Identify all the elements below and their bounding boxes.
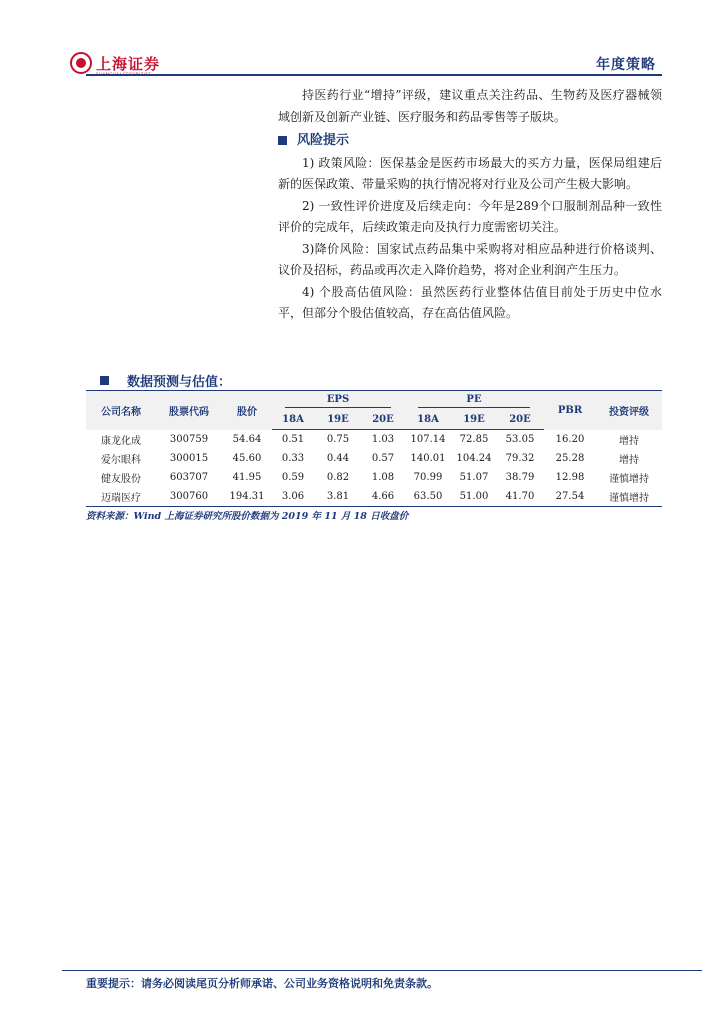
cell-pe: 140.01 <box>410 453 446 464</box>
cell-pe: 51.00 <box>452 487 496 507</box>
table-source-note: 资料来源：Wind 上海证券研究所股价数据为 2019 年 11 月 18 日收盘价 <box>86 511 409 522</box>
cell-eps: 1.03 <box>371 434 395 445</box>
cell-rating: 增持 <box>619 455 639 466</box>
header-company: 公司名称 <box>86 391 156 430</box>
report-type: 年度策略 <box>596 57 656 73</box>
cell-eps: 0.59 <box>281 472 305 483</box>
table-row <box>86 430 662 450</box>
risk-title-text: 风险提示 <box>297 133 350 148</box>
cell-rating: 谨慎增持 <box>609 474 649 485</box>
cell-pe: 53.05 <box>505 434 535 445</box>
cell-pbr: 27.54 <box>544 487 596 507</box>
valuation-table <box>86 390 662 507</box>
cell-rating: 增持 <box>619 435 639 447</box>
header-year: 18A <box>272 410 314 430</box>
cell-eps: 0.57 <box>371 453 395 464</box>
cell-eps: 4.66 <box>362 487 404 507</box>
table-row <box>86 468 662 487</box>
cell-code: 603707 <box>169 472 209 483</box>
cell-price: 41.95 <box>232 472 262 483</box>
cell-pbr: 25.28 <box>555 453 585 464</box>
header-eps-label: EPS <box>326 393 350 405</box>
header-pe-label: PE <box>466 393 482 405</box>
cell-pe: 72.85 <box>459 434 489 445</box>
cell-pbr: 12.98 <box>555 472 585 483</box>
body-content <box>278 85 662 325</box>
table-row <box>86 487 662 507</box>
cell-pe: 70.99 <box>413 472 443 483</box>
footer-divider <box>62 970 702 971</box>
bullet-square-icon <box>278 136 287 145</box>
logo-emblem-icon <box>70 52 92 74</box>
cell-price: 45.60 <box>232 453 262 464</box>
header-year: 20E <box>496 410 544 430</box>
cell-code: 300759 <box>169 433 209 445</box>
cell-company: 健友股份 <box>101 474 141 485</box>
header-year: 20E <box>362 410 404 430</box>
cell-pe: 79.32 <box>505 453 535 464</box>
header-year: 19E <box>452 410 496 430</box>
header-year: 18A <box>404 410 452 430</box>
cell-company: 康龙化成 <box>101 435 141 447</box>
cell-pe: 104.24 <box>456 453 492 464</box>
header-eps <box>272 391 404 411</box>
cell-pe: 41.70 <box>496 487 544 507</box>
cell-eps: 3.81 <box>314 487 362 507</box>
cell-eps: 0.44 <box>326 453 350 464</box>
header-price: 股价 <box>222 391 272 430</box>
cell-eps: 3.06 <box>272 487 314 507</box>
cell-rating: 谨慎增持 <box>596 487 662 507</box>
cell-pe: 107.14 <box>410 434 446 445</box>
cell-eps: 0.33 <box>281 453 305 464</box>
cell-price: 194.31 <box>222 487 272 507</box>
risk-item: 2) 一致性评价进度及后续走向：今年是289个口服制剂品种一致性评价的完成年，后续政策走向及执行力度需密切关注。 <box>278 198 662 234</box>
table-row <box>86 449 662 468</box>
cell-eps: 0.75 <box>326 434 350 445</box>
header-code: 股票代码 <box>156 391 222 430</box>
cell-eps: 0.51 <box>281 434 305 445</box>
cell-eps: 1.08 <box>371 472 395 483</box>
header-rating: 投资评级 <box>596 391 662 430</box>
header-pbr: PBR <box>544 391 596 430</box>
table-title <box>100 371 231 390</box>
header-pe <box>404 391 544 411</box>
cell-pe: 38.79 <box>505 472 535 483</box>
footer-notice: 重要提示：请务必阅读尾页分析师承诺、公司业务资格说明和免责条款。 <box>86 977 438 990</box>
cell-code: 300760 <box>156 487 222 507</box>
logo-text: 上海证券 <box>96 54 161 73</box>
intro-paragraph: 持医药行业“增持”评级，建议重点关注药品、生物药及医疗器械领域创新及创新产业链、医疗服务和药品零售等子版块。 <box>278 88 662 124</box>
risk-section-title <box>278 130 662 152</box>
cell-company: 爱尔眼科 <box>101 455 141 466</box>
cell-pe: 63.50 <box>404 487 452 507</box>
cell-price: 54.64 <box>232 433 262 445</box>
cell-pe: 51.07 <box>459 472 489 483</box>
cell-pbr: 16.20 <box>555 433 585 445</box>
company-logo <box>70 52 160 74</box>
risk-item: 3)降价风险：国家试点药品集中采购将对相应品种进行价格谈判、议价及招标，药品或再次走入降价趋势，将对企业利润产生压力。 <box>278 241 662 277</box>
table-title-text: 数据预测与估值： <box>127 375 232 390</box>
cell-company: 迈瑞医疗 <box>86 487 156 507</box>
cell-code: 300015 <box>169 453 209 464</box>
header-year: 19E <box>314 410 362 430</box>
risk-item: 1) 政策风险：医保基金是医药市场最大的买方力量，医保局组建后新的医保政策、带量采购的执行情况将对行业及公司产生极大影响。 <box>278 155 662 191</box>
header-divider <box>86 74 662 76</box>
risk-item: 4) 个股高估值风险：虽然医药行业整体估值目前处于历史中位水平，但部分个股估值较高，存在高估值风险。 <box>278 284 662 320</box>
cell-eps: 0.82 <box>326 472 350 483</box>
bullet-square-icon <box>100 376 109 385</box>
